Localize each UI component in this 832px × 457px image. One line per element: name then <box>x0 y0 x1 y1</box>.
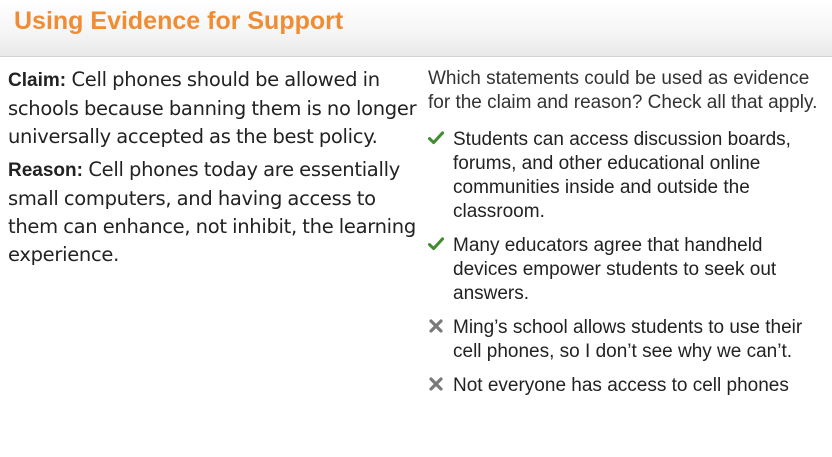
claim-label: Claim: <box>8 70 67 91</box>
check-icon <box>428 130 446 148</box>
answer-option-text: Ming’s school allows students to use their cell phones, so I don’t see why we can’t. <box>453 317 803 362</box>
question-panel <box>428 67 820 408</box>
answer-option-3[interactable] <box>428 316 820 364</box>
x-icon <box>428 376 446 394</box>
check-icon <box>428 236 446 254</box>
answer-option-1[interactable] <box>428 128 820 224</box>
claim-paragraph <box>8 66 420 151</box>
question-prompt: Which statements could be used as evidence for the claim and reason? Check all that apply. <box>428 68 818 113</box>
answer-option-text: Not everyone has access to cell phones <box>453 375 789 396</box>
reason-text: Cell phones today are essentially small computers, and having access to them can enhance, not inhibit, the learning experience. <box>8 158 416 266</box>
answer-option-text: Many educators agree that handheld devices empower students to seek out answers. <box>453 235 777 304</box>
answer-option-4[interactable] <box>428 374 820 398</box>
page-title: Using Evidence for Support <box>14 7 344 35</box>
x-icon <box>428 318 446 336</box>
header-bar <box>0 0 832 57</box>
reason-paragraph <box>8 156 420 269</box>
claim-text: Cell phones should be allowed in schools because banning them is no longer universally accepted as the best policy. <box>8 68 417 148</box>
answer-option-text: Students can access discussion boards, forums, and other educational online communities inside and outside the classroom. <box>453 129 791 222</box>
answer-option-2[interactable] <box>428 234 820 306</box>
claim-reason-panel <box>8 66 420 274</box>
reason-label: Reason: <box>8 160 83 181</box>
